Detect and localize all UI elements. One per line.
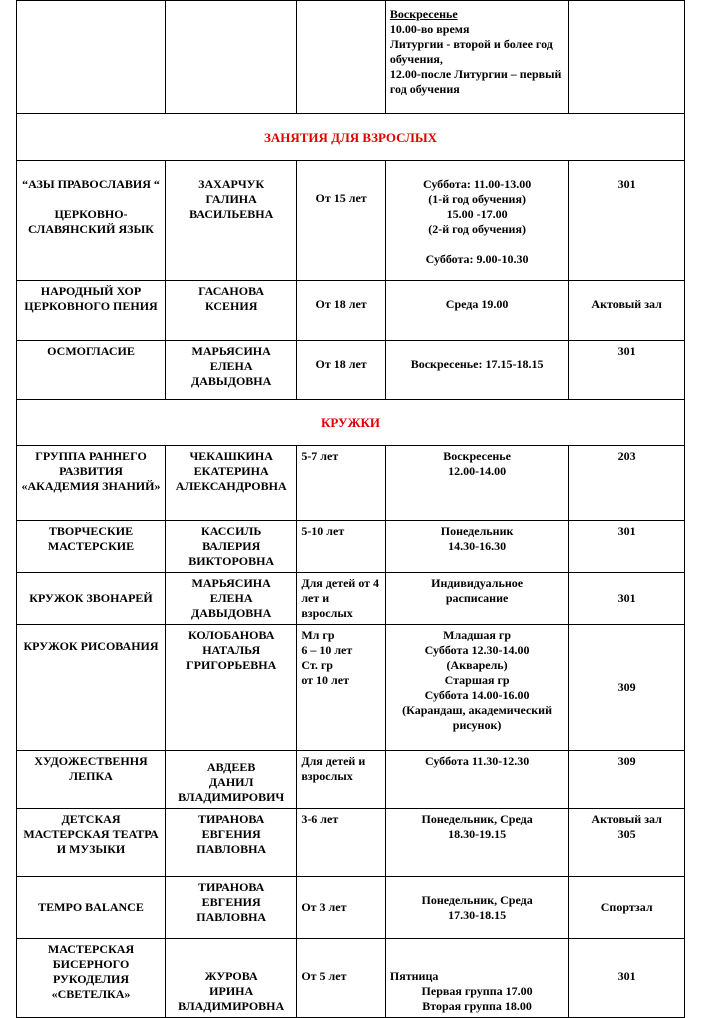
teacher-cell: ГАСАНОВА КСЕНИЯ (166, 281, 297, 341)
age-cell: От 18 лет (297, 341, 386, 400)
age-cell: От 3 лет (297, 877, 386, 939)
title-cell: ГРУППА РАННЕГО РАЗВИТИЯ «АКАДЕМИЯ ЗНАНИЙ» (17, 446, 166, 521)
room-cell: 203 (569, 446, 685, 521)
table-row (17, 939, 685, 1018)
schedule-text: 10.00-во время Литургии - второй и более год обучения, 12.00-после Литургии – первый год обучения (389, 22, 562, 96)
room-cell: Актовый зал 305 (569, 809, 685, 877)
section-title-clubs: КРУЖКИ (17, 400, 685, 446)
table-row (17, 751, 685, 809)
room-cell: Актовый зал (569, 281, 685, 341)
title-cell: ДЕТСКАЯ МАСТЕРСКАЯ ТЕАТРА И МУЗЫКИ (17, 809, 166, 877)
age-cell: От 18 лет (297, 281, 386, 341)
table-row (17, 161, 685, 281)
schedule-text: Суббота: 9.00-10.30 (425, 252, 529, 266)
room-cell: 309 (569, 751, 685, 809)
schedule-day: Пятница (389, 969, 439, 983)
teacher-cell: МАРЬЯСИНА ЕЛЕНА ДАВЫДОВНА (166, 341, 297, 400)
schedule-cell: Понедельник, Среда 17.30-18.15 (385, 877, 568, 939)
title-cell (17, 1, 166, 114)
teacher-cell: КОЛОБАНОВА НАТАЛЬЯ ГРИГОРЬЕВНА (166, 625, 297, 751)
table-row (17, 809, 685, 877)
teacher-cell: ТИРАНОВА ЕВГЕНИЯ ПАВЛОВНА (166, 809, 297, 877)
schedule-cell: Среда 19.00 (385, 281, 568, 341)
room-cell: 309 (569, 625, 685, 751)
room-cell (569, 1, 685, 114)
table-row (17, 877, 685, 939)
schedule-text: Суббота: 11.00-13.00 (1-й год обучения) 15.00 -17.00 (2-й год обучения) (422, 177, 532, 236)
age-cell: 5-7 лет (297, 446, 386, 521)
schedule-cell: Понедельник, Среда 18.30-19.15 (385, 809, 568, 877)
teacher-cell (166, 1, 297, 114)
room-cell: 301 (569, 161, 685, 281)
course-title: ЦЕРКОВНО-СЛАВЯНСКИЙ ЯЗЫК (28, 207, 154, 236)
table-row (17, 1, 685, 114)
course-title: “АЗЫ ПРАВОСЛАВИЯ “ (22, 177, 160, 191)
schedule-cell: Суббота 11.30-12.30 (385, 751, 568, 809)
room-cell: 301 (569, 573, 685, 625)
teacher-cell: ЧЕКАШКИНА ЕКАТЕРИНА АЛЕКСАНДРОВНА (166, 446, 297, 521)
age-cell: 3-6 лет (297, 809, 386, 877)
table-row (17, 625, 685, 751)
schedule-cell: Понедельник 14.30-16.30 (385, 521, 568, 573)
schedule-cell: Воскресенье 12.00-14.00 (385, 446, 568, 521)
title-cell: ОСМОГЛАСИЕ (17, 341, 166, 400)
table-row (17, 573, 685, 625)
schedule-text: Первая группа 17.00 Вторая группа 18.00 (421, 984, 533, 1013)
title-cell: МАСТЕРСКАЯ БИСЕРНОГО РУКОДЕЛИЯ «СВЕТЕЛКА» (17, 939, 166, 1018)
teacher-cell: ЖУРОВА ИРИНА ВЛАДИМИРОВНА (166, 939, 297, 1018)
schedule-cell (385, 1, 568, 114)
room-cell: 301 (569, 939, 685, 1018)
age-cell (297, 1, 386, 114)
schedule-cell: Воскресенье: 17.15-18.15 (385, 341, 568, 400)
title-cell: ХУДОЖЕСТВЕННЯ ЛЕПКА (17, 751, 166, 809)
teacher-cell: КАССИЛЬ ВАЛЕРИЯ ВИКТОРОВНА (166, 521, 297, 573)
title-cell: НАРОДНЫЙ ХОР ЦЕРКОВНОГО ПЕНИЯ (17, 281, 166, 341)
title-cell: КРУЖОК РИСОВАНИЯ (17, 625, 166, 751)
age-cell: Для детей и взрослых (297, 751, 386, 809)
teacher-cell: ЗАХАРЧУК ГАЛИНА ВАСИЛЬЕВНА (166, 161, 297, 281)
title-cell: ТВОРЧЕСКИЕ МАСТЕРСКИЕ (17, 521, 166, 573)
schedule-cell (385, 939, 568, 1018)
room-cell: 301 (569, 521, 685, 573)
table-row (17, 281, 685, 341)
schedule-cell: Младшая гр Суббота 12.30-14.00 (Акварель) Старшая гр Суббота 14.00-16.00 (Карандаш, академический рисунок) (385, 625, 568, 751)
schedule-table (16, 0, 685, 1018)
age-cell: Для детей от 4 лет и взрослых (297, 573, 386, 625)
schedule-day: Воскресенье (389, 7, 458, 21)
table-row (17, 446, 685, 521)
teacher-cell: ТИРАНОВА ЕВГЕНИЯ ПАВЛОВНА (166, 877, 297, 939)
title-cell: TEMPO BALANCE (17, 877, 166, 939)
table-row (17, 341, 685, 400)
age-cell: 5-10 лет (297, 521, 386, 573)
table-row (17, 521, 685, 573)
age-cell: Мл гр 6 – 10 лет Ст. гр от 10 лет (297, 625, 386, 751)
section-row (17, 114, 685, 161)
teacher-cell: АВДЕЕВ ДАНИЛ ВЛАДИМИРОВИЧ (166, 751, 297, 809)
room-cell: Спортзал (569, 877, 685, 939)
schedule-cell (385, 161, 568, 281)
age-cell: От 15 лет (297, 161, 386, 281)
teacher-cell: МАРЬЯСИНА ЕЛЕНА ДАВЫДОВНА (166, 573, 297, 625)
schedule-cell: Индивидуальное расписание (385, 573, 568, 625)
title-cell: КРУЖОК ЗВОНАРЕЙ (17, 573, 166, 625)
section-row (17, 400, 685, 446)
room-cell: 301 (569, 341, 685, 400)
title-cell (17, 161, 166, 281)
age-cell: От 5 лет (297, 939, 386, 1018)
section-title-adults: ЗАНЯТИЯ ДЛЯ ВЗРОСЛЫХ (17, 114, 685, 161)
